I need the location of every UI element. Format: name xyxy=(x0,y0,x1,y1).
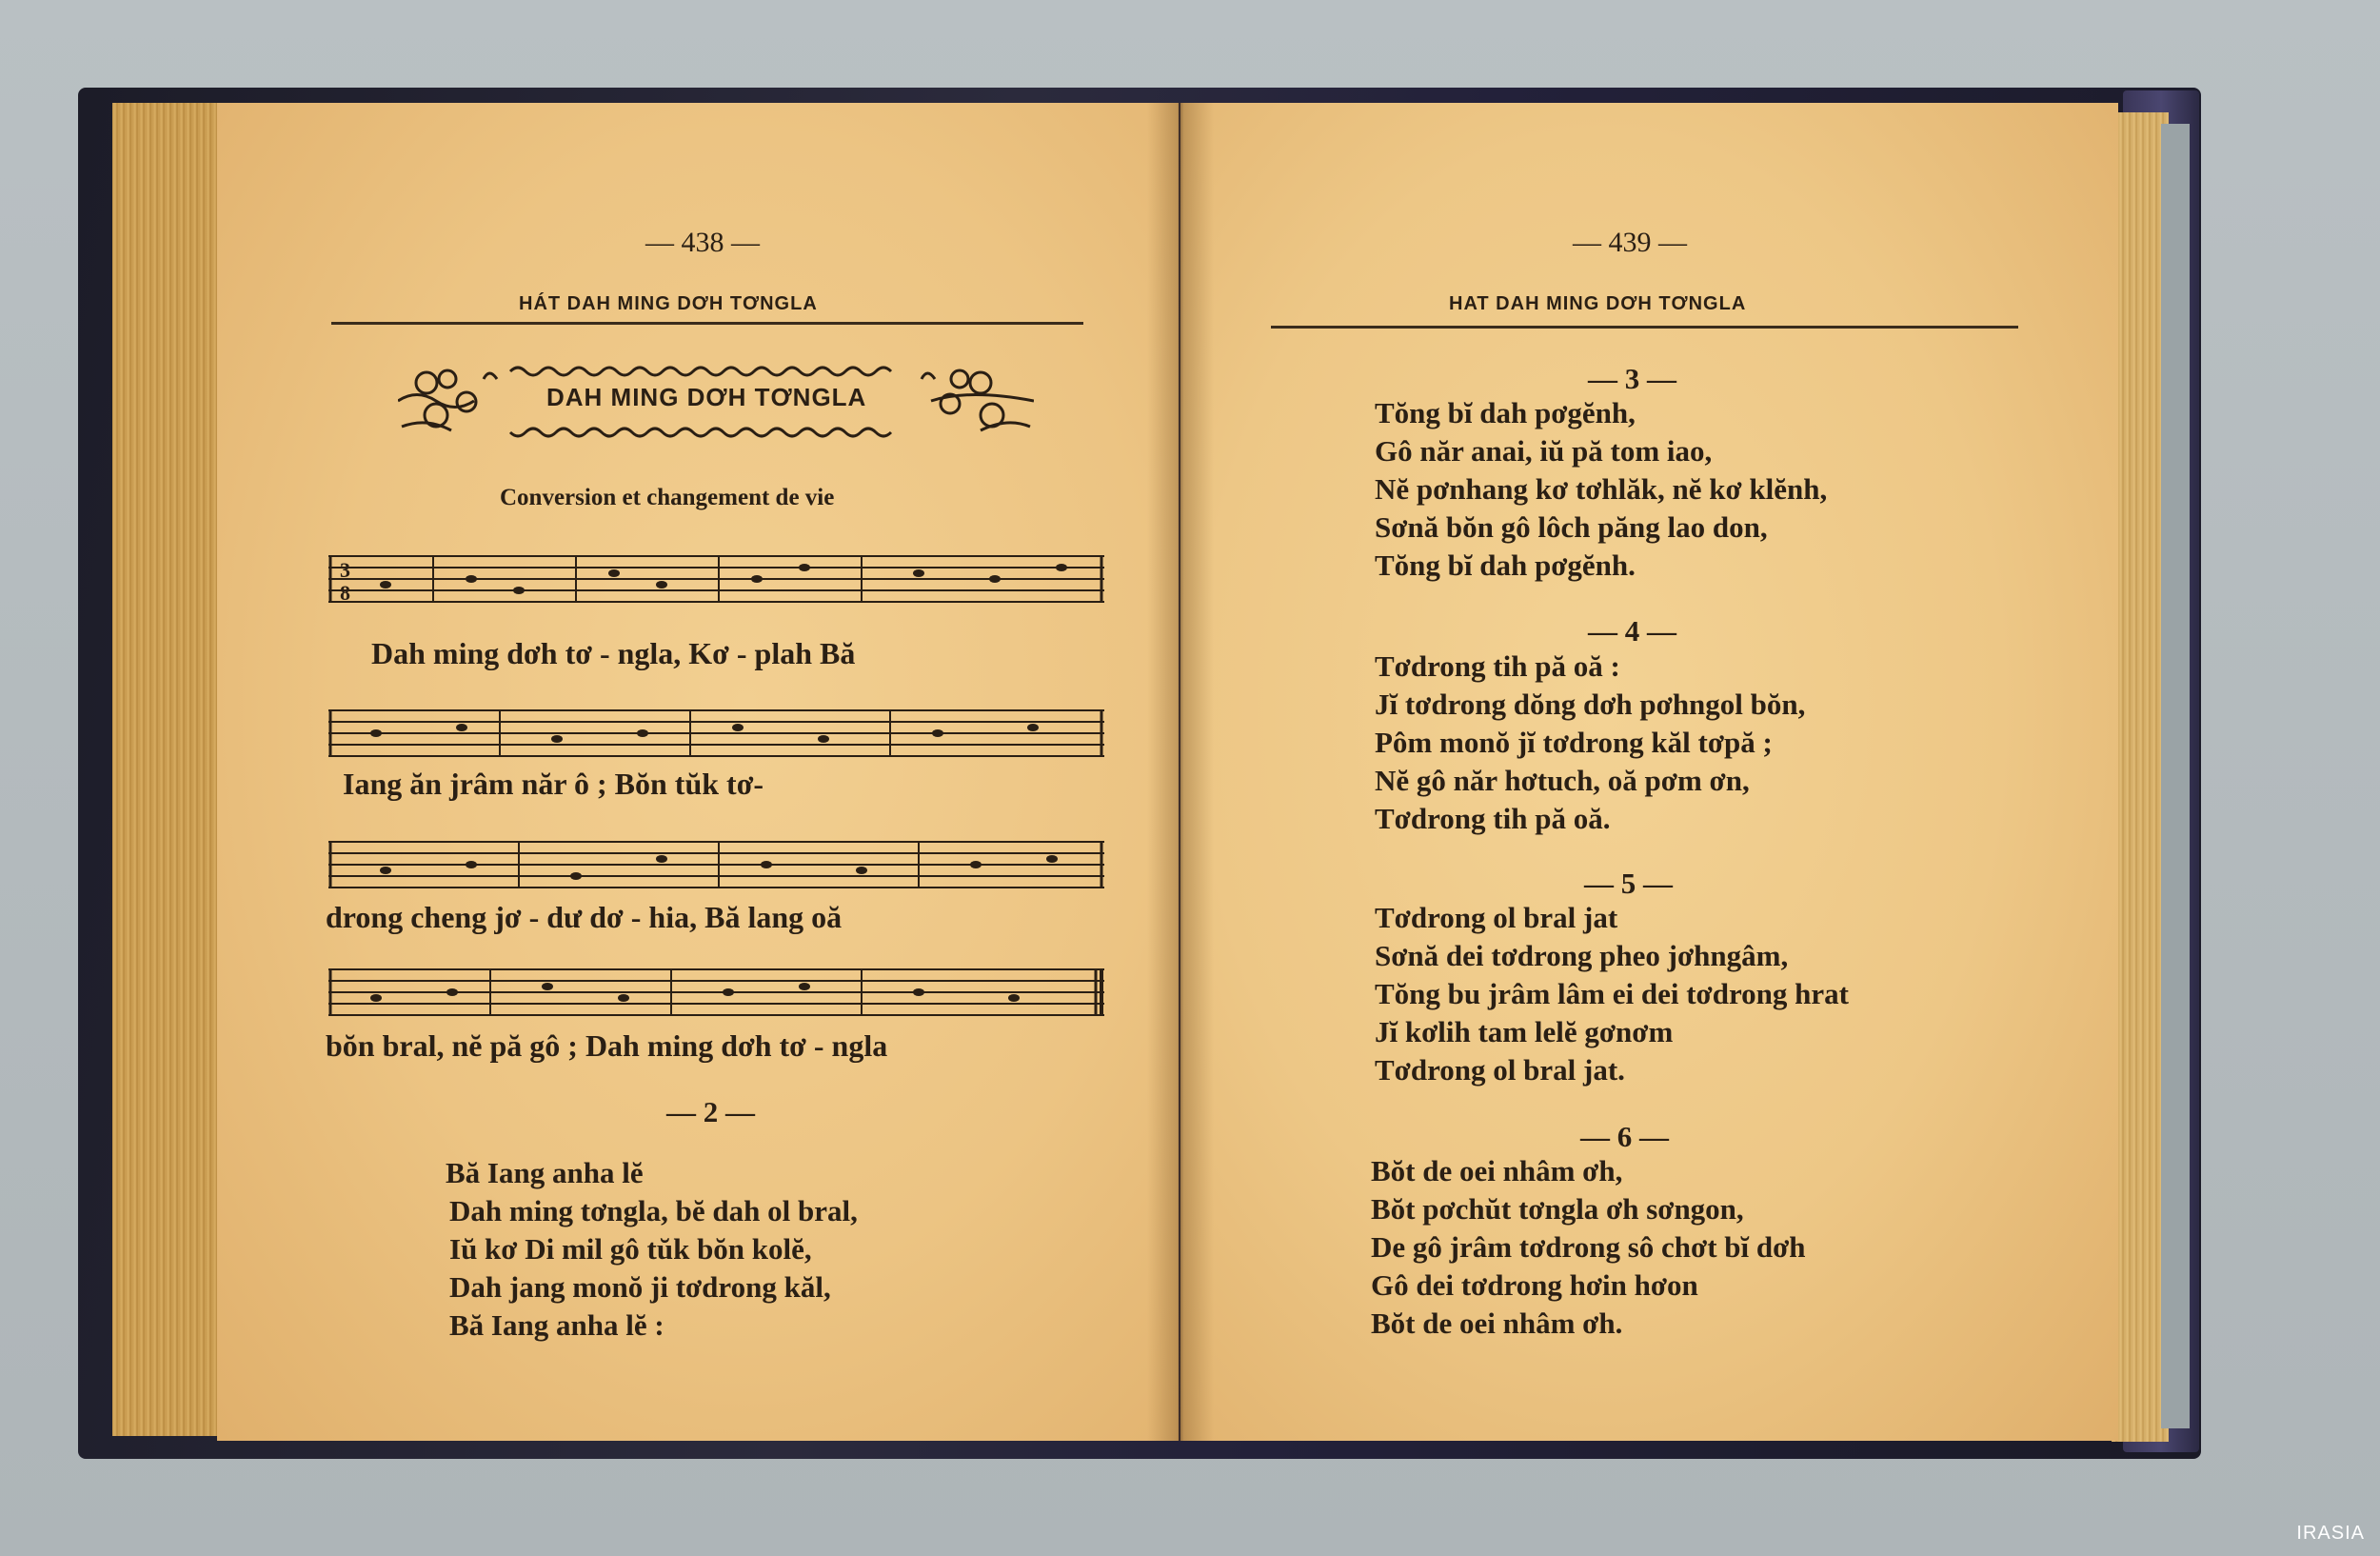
lyric-line-4: bŏn bral, nĕ pă gô ; Dah ming dơh tơ - ngla xyxy=(326,1028,888,1063)
left-header-rule xyxy=(331,322,1083,325)
lyric-line-3: drong cheng jơ - dư dơ - hia, Bă lang oă xyxy=(326,900,843,934)
page-edges-left xyxy=(112,103,219,1436)
image-credit: IRASIA xyxy=(2296,1523,2365,1544)
verse-3-line-2: Gô năr anai, iŭ pă tom iao, xyxy=(1375,434,1713,468)
verse-3-line-5: Tŏng bĭ dah pơgĕnh. xyxy=(1375,549,1636,582)
verse-6-line-2: Bŏt pơchŭt tơngla ơh sơngon, xyxy=(1371,1192,1744,1226)
book-gutter xyxy=(1147,103,1214,1441)
left-verse-line-4: Dah jang monŏ ji tơdrong kăl, xyxy=(449,1270,831,1304)
music-staff-3 xyxy=(328,836,1104,893)
verse-4-number: — 4 — xyxy=(1588,614,1676,648)
verse-3-line-1: Tŏng bĭ dah pơgĕnh, xyxy=(1375,396,1636,429)
music-staff-1 xyxy=(328,550,1104,608)
verse-4-line-2: Jĭ tơdrong dŏng dơh pơhngol bŏn, xyxy=(1375,688,1806,721)
verse-3-number: — 3 — xyxy=(1588,362,1676,395)
verse-5-line-4: Jĭ kơlih tam lelĕ gơnơm xyxy=(1375,1015,1674,1048)
svg-text:3: 3 xyxy=(340,558,350,582)
song-subtitle: Conversion et changement de vie xyxy=(500,485,835,510)
verse-6-number: — 6 — xyxy=(1580,1120,1669,1153)
verse-4-line-1: Tơdrong tih pă oă : xyxy=(1375,649,1620,683)
right-page-number: — 439 — xyxy=(1573,227,1687,258)
verse-3-line-4: Sơnă bŏn gô lôch păng lao don, xyxy=(1375,510,1768,544)
bookmark-band xyxy=(2161,124,2190,1428)
right-running-head: HAT DAH MING DƠH TƠNGLA xyxy=(1449,293,1747,314)
left-verse-line-5: Bă Iang anha lĕ : xyxy=(449,1308,664,1342)
verse-5-line-3: Tŏng bu jrâm lâm ei dei tơdrong hrat xyxy=(1375,977,1849,1010)
verse-4-line-4: Nĕ gô năr hơtuch, oă pơm ơn, xyxy=(1375,764,1750,797)
left-verse-number: — 2 — xyxy=(666,1095,755,1128)
verse-4-line-3: Pôm monŏ jĭ tơdrong kăl tơpă ; xyxy=(1375,726,1773,759)
right-header-rule xyxy=(1271,326,2018,329)
verse-6-line-3: De gô jrâm tơdrong sô chơt bĭ dơh xyxy=(1371,1230,1806,1264)
song-title: DAH MING DƠH TƠNGLA xyxy=(546,383,867,411)
lyric-line-1: Dah ming dơh tơ - ngla, Kơ - plah Bă xyxy=(371,636,856,670)
svg-text:8: 8 xyxy=(340,581,350,605)
music-staff-4 xyxy=(328,964,1104,1021)
page-edges-right xyxy=(2112,112,2169,1442)
verse-5-line-1: Tơdrong ol bral jat xyxy=(1375,901,1618,934)
left-running-head: HÁT DAH MING DƠH TƠNGLA xyxy=(519,293,818,314)
left-page-number: — 438 — xyxy=(645,227,760,258)
left-verse-line-2: Dah ming tơngla, bĕ dah ol bral, xyxy=(449,1194,858,1227)
verse-3-line-3: Nĕ pơnhang kơ tơhlăk, nĕ kơ klĕnh, xyxy=(1375,472,1828,506)
left-verse-line-3: Iŭ kơ Di mil gô tŭk bŏn kolĕ, xyxy=(449,1232,812,1266)
music-staff-2 xyxy=(328,705,1104,762)
verse-6-line-1: Bŏt de oei nhâm ơh, xyxy=(1371,1154,1623,1187)
verse-5-line-5: Tơdrong ol bral jat. xyxy=(1375,1053,1625,1087)
left-verse-line-1: Bă Iang anha lĕ xyxy=(446,1156,644,1189)
lyric-line-2: Iang ăn jrâm năr ô ; Bŏn tŭk tơ- xyxy=(343,767,764,801)
verse-5-line-2: Sơnă dei tơdrong pheo jơhngâm, xyxy=(1375,939,1789,972)
verse-6-line-4: Gô dei tơdrong hơin hơon xyxy=(1371,1268,1698,1302)
verse-5-number: — 5 — xyxy=(1584,867,1673,900)
verse-6-line-5: Bŏt de oei nhâm ơh. xyxy=(1371,1307,1623,1340)
verse-4-line-5: Tơdrong tih pă oă. xyxy=(1375,802,1611,835)
